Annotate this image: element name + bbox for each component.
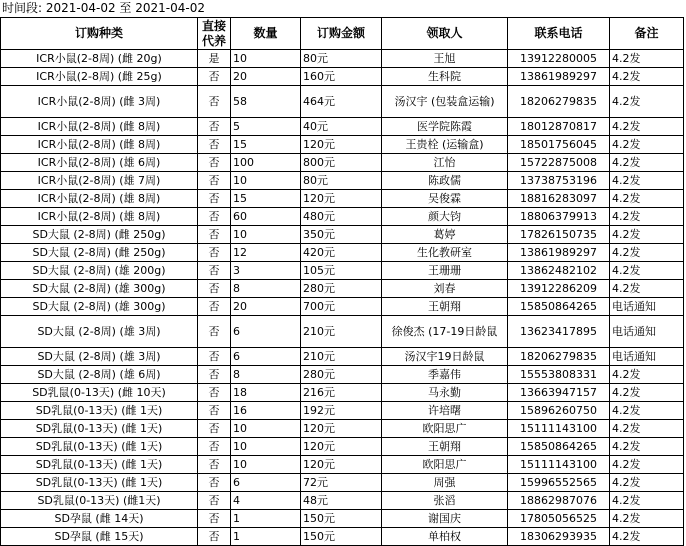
cell-qty: 20 (231, 68, 301, 86)
cell-amount: 350元 (301, 226, 382, 244)
table-row (1, 262, 684, 280)
cell-note: 4.2发 (610, 226, 684, 244)
table-row (1, 86, 684, 118)
cell-type: ICR小鼠(2-8周) (雌 25g) (1, 68, 198, 86)
cell-amount: 40元 (301, 118, 382, 136)
cell-direct: 否 (198, 528, 231, 546)
cell-direct: 否 (198, 298, 231, 316)
cell-direct: 否 (198, 172, 231, 190)
cell-amount: 192元 (301, 402, 382, 420)
cell-qty: 8 (231, 366, 301, 384)
cell-note: 4.2发 (610, 262, 684, 280)
cell-amount: 464元 (301, 86, 382, 118)
cell-receiver: 王朝翔 (382, 298, 508, 316)
cell-qty: 10 (231, 226, 301, 244)
cell-receiver: 季嘉伟 (382, 366, 508, 384)
cell-phone: 17826150735 (508, 226, 610, 244)
table-row (1, 136, 684, 154)
cell-note: 4.2发 (610, 438, 684, 456)
cell-receiver: 葛婷 (382, 226, 508, 244)
cell-note: 4.2发 (610, 474, 684, 492)
cell-type: SD乳鼠(0-13天) (雌 1天) (1, 438, 198, 456)
table-row (1, 280, 684, 298)
table-row (1, 528, 684, 546)
cell-phone: 15996552565 (508, 474, 610, 492)
col-header-qty: 数量 (231, 18, 301, 50)
cell-phone: 13623417895 (508, 316, 610, 348)
table-row (1, 420, 684, 438)
cell-receiver: 徐俊杰 (17-19日龄鼠 (382, 316, 508, 348)
cell-amount: 160元 (301, 68, 382, 86)
cell-direct: 否 (198, 456, 231, 474)
cell-note: 4.2发 (610, 154, 684, 172)
cell-receiver: 生科院 (382, 68, 508, 86)
cell-note: 电话通知 (610, 298, 684, 316)
cell-type: SD乳鼠(0-13天) (雌 1天) (1, 420, 198, 438)
cell-direct: 否 (198, 68, 231, 86)
cell-type: SD乳鼠(0-13天) (雌 1天) (1, 456, 198, 474)
cell-phone: 13912286209 (508, 280, 610, 298)
cell-type: SD大鼠 (2-8周) (雄 6周) (1, 366, 198, 384)
cell-direct: 否 (198, 510, 231, 528)
col-header-amount: 订购金额 (301, 18, 382, 50)
cell-direct: 否 (198, 118, 231, 136)
cell-phone: 13663947157 (508, 384, 610, 402)
table-row (1, 438, 684, 456)
cell-phone: 18206279835 (508, 348, 610, 366)
cell-receiver: 欧阳思广 (382, 456, 508, 474)
cell-amount: 280元 (301, 280, 382, 298)
cell-receiver: 王贵栓 (运输盒) (382, 136, 508, 154)
cell-receiver: 王旭 (382, 50, 508, 68)
cell-phone: 18206279835 (508, 86, 610, 118)
cell-type: ICR小鼠(2-8周) (雌 8周) (1, 118, 198, 136)
cell-direct: 否 (198, 348, 231, 366)
cell-qty: 4 (231, 492, 301, 510)
cell-qty: 6 (231, 474, 301, 492)
cell-amount: 120元 (301, 438, 382, 456)
cell-direct: 否 (198, 208, 231, 226)
cell-phone: 15896260750 (508, 402, 610, 420)
cell-type: SD乳鼠(0-13天) (雌 10天) (1, 384, 198, 402)
cell-receiver: 颜大钧 (382, 208, 508, 226)
cell-phone: 15111143100 (508, 420, 610, 438)
cell-receiver: 王朝翔 (382, 438, 508, 456)
cell-receiver: 医学院陈霞 (382, 118, 508, 136)
table-row (1, 510, 684, 528)
cell-qty: 1 (231, 528, 301, 546)
cell-type: ICR小鼠(2-8周) (雄 7周) (1, 172, 198, 190)
col-header-phone: 联系电话 (508, 18, 610, 50)
cell-type: ICR小鼠(2-8周) (雄 6周) (1, 154, 198, 172)
cell-type: SD大鼠 (2-8周) (雄 3周) (1, 348, 198, 366)
cell-type: SD乳鼠(0-13天) (雌1天) (1, 492, 198, 510)
cell-direct: 否 (198, 384, 231, 402)
table-row (1, 348, 684, 366)
cell-note: 4.2发 (610, 420, 684, 438)
cell-qty: 10 (231, 420, 301, 438)
order-table (0, 17, 684, 546)
cell-amount: 150元 (301, 510, 382, 528)
cell-phone: 13862482102 (508, 262, 610, 280)
cell-amount: 280元 (301, 366, 382, 384)
cell-phone: 13861989297 (508, 68, 610, 86)
cell-note: 4.2发 (610, 402, 684, 420)
cell-direct: 否 (198, 244, 231, 262)
cell-direct: 否 (198, 86, 231, 118)
cell-direct: 否 (198, 136, 231, 154)
cell-amount: 72元 (301, 474, 382, 492)
cell-direct: 否 (198, 492, 231, 510)
cell-direct: 否 (198, 280, 231, 298)
cell-receiver: 周强 (382, 474, 508, 492)
cell-direct: 否 (198, 366, 231, 384)
cell-qty: 5 (231, 118, 301, 136)
cell-type: ICR小鼠(2-8周) (雌 3周) (1, 86, 198, 118)
cell-qty: 6 (231, 316, 301, 348)
cell-type: SD大鼠 (2-8周) (雌 250g) (1, 226, 198, 244)
cell-phone: 18806379913 (508, 208, 610, 226)
col-header-note: 备注 (610, 18, 684, 50)
cell-type: SD乳鼠(0-13天) (雌 1天) (1, 402, 198, 420)
col-header-direct: 直接代养 (198, 18, 231, 50)
cell-amount: 120元 (301, 136, 382, 154)
cell-qty: 20 (231, 298, 301, 316)
cell-amount: 216元 (301, 384, 382, 402)
cell-receiver: 单柏权 (382, 528, 508, 546)
cell-phone: 18012870817 (508, 118, 610, 136)
cell-note: 4.2发 (610, 208, 684, 226)
table-row (1, 208, 684, 226)
cell-qty: 18 (231, 384, 301, 402)
table-row (1, 316, 684, 348)
cell-type: SD大鼠 (2-8周) (雌 250g) (1, 244, 198, 262)
cell-qty: 6 (231, 348, 301, 366)
cell-qty: 15 (231, 190, 301, 208)
cell-direct: 否 (198, 420, 231, 438)
cell-type: ICR小鼠(2-8周) (雄 8周) (1, 190, 198, 208)
cell-note: 4.2发 (610, 172, 684, 190)
cell-qty: 3 (231, 262, 301, 280)
cell-note: 4.2发 (610, 190, 684, 208)
cell-type: ICR小鼠(2-8周) (雄 8周) (1, 208, 198, 226)
table-row (1, 366, 684, 384)
cell-amount: 420元 (301, 244, 382, 262)
cell-phone: 13861989297 (508, 244, 610, 262)
cell-type: SD大鼠 (2-8周) (雄 3周) (1, 316, 198, 348)
cell-qty: 12 (231, 244, 301, 262)
cell-amount: 120元 (301, 420, 382, 438)
cell-direct: 否 (198, 402, 231, 420)
cell-type: ICR小鼠(2-8周) (雌 8周) (1, 136, 198, 154)
cell-direct: 否 (198, 262, 231, 280)
cell-receiver: 张滔 (382, 492, 508, 510)
table-row (1, 492, 684, 510)
cell-note: 4.2发 (610, 492, 684, 510)
cell-direct: 否 (198, 226, 231, 244)
cell-receiver: 陈政儒 (382, 172, 508, 190)
cell-amount: 800元 (301, 154, 382, 172)
cell-note: 4.2发 (610, 68, 684, 86)
table-row (1, 384, 684, 402)
cell-qty: 10 (231, 438, 301, 456)
cell-phone: 17805056525 (508, 510, 610, 528)
cell-receiver: 汤汉宇19日龄鼠 (382, 348, 508, 366)
cell-qty: 10 (231, 456, 301, 474)
cell-note: 4.2发 (610, 384, 684, 402)
cell-phone: 18501756045 (508, 136, 610, 154)
cell-note: 4.2发 (610, 280, 684, 298)
cell-type: SD大鼠 (2-8周) (雄 200g) (1, 262, 198, 280)
cell-qty: 15 (231, 136, 301, 154)
cell-direct: 是 (198, 50, 231, 68)
table-row (1, 154, 684, 172)
cell-qty: 8 (231, 280, 301, 298)
table-row (1, 402, 684, 420)
cell-type: SD大鼠 (2-8周) (雄 300g) (1, 298, 198, 316)
cell-qty: 1 (231, 510, 301, 528)
cell-phone: 13912280005 (508, 50, 610, 68)
cell-qty: 100 (231, 154, 301, 172)
cell-phone: 15850864265 (508, 438, 610, 456)
cell-amount: 480元 (301, 208, 382, 226)
cell-receiver: 刘春 (382, 280, 508, 298)
cell-amount: 700元 (301, 298, 382, 316)
table-row (1, 244, 684, 262)
col-header-type: 订购种类 (1, 18, 198, 50)
cell-type: ICR小鼠(2-8周) (雌 20g) (1, 50, 198, 68)
table-row (1, 226, 684, 244)
table-row (1, 474, 684, 492)
cell-amount: 80元 (301, 172, 382, 190)
cell-note: 4.2发 (610, 510, 684, 528)
cell-direct: 否 (198, 316, 231, 348)
cell-receiver: 江怡 (382, 154, 508, 172)
cell-amount: 80元 (301, 50, 382, 68)
cell-qty: 58 (231, 86, 301, 118)
cell-receiver: 许培曙 (382, 402, 508, 420)
cell-note: 4.2发 (610, 528, 684, 546)
cell-qty: 60 (231, 208, 301, 226)
cell-note: 4.2发 (610, 456, 684, 474)
cell-receiver: 王珊珊 (382, 262, 508, 280)
cell-amount: 210元 (301, 348, 382, 366)
cell-note: 4.2发 (610, 136, 684, 154)
cell-phone: 15111143100 (508, 456, 610, 474)
table-row (1, 298, 684, 316)
cell-amount: 150元 (301, 528, 382, 546)
cell-amount: 105元 (301, 262, 382, 280)
cell-type: SD孕鼠 (雌 15天) (1, 528, 198, 546)
cell-phone: 18816283097 (508, 190, 610, 208)
table-row (1, 172, 684, 190)
cell-amount: 120元 (301, 190, 382, 208)
cell-qty: 10 (231, 50, 301, 68)
cell-receiver: 生化教研室 (382, 244, 508, 262)
cell-type: SD乳鼠(0-13天) (雌 1天) (1, 474, 198, 492)
cell-note: 4.2发 (610, 118, 684, 136)
cell-type: SD孕鼠 (雌 14天) (1, 510, 198, 528)
table-row (1, 50, 684, 68)
cell-amount: 48元 (301, 492, 382, 510)
cell-note: 电话通知 (610, 316, 684, 348)
cell-direct: 否 (198, 154, 231, 172)
table-row (1, 456, 684, 474)
cell-direct: 否 (198, 190, 231, 208)
cell-note: 4.2发 (610, 366, 684, 384)
cell-qty: 16 (231, 402, 301, 420)
cell-direct: 否 (198, 438, 231, 456)
cell-note: 4.2发 (610, 244, 684, 262)
table-row (1, 190, 684, 208)
table-row (1, 118, 684, 136)
cell-note: 电话通知 (610, 348, 684, 366)
cell-receiver: 吴俊霖 (382, 190, 508, 208)
cell-receiver: 欧阳思广 (382, 420, 508, 438)
cell-receiver: 汤汉宇 (包装盒运输) (382, 86, 508, 118)
cell-receiver: 谢国庆 (382, 510, 508, 528)
cell-phone: 18306293935 (508, 528, 610, 546)
cell-direct: 否 (198, 474, 231, 492)
cell-phone: 15553808331 (508, 366, 610, 384)
cell-phone: 18862987076 (508, 492, 610, 510)
cell-phone: 15722875008 (508, 154, 610, 172)
cell-receiver: 马永勤 (382, 384, 508, 402)
cell-type: SD大鼠 (2-8周) (雄 300g) (1, 280, 198, 298)
cell-note: 4.2发 (610, 86, 684, 118)
date-range-header: 时间段: 2021-04-02 至 2021-04-02 (2, 1, 205, 15)
cell-amount: 120元 (301, 456, 382, 474)
cell-note: 4.2发 (610, 50, 684, 68)
cell-amount: 210元 (301, 316, 382, 348)
cell-phone: 15850864265 (508, 298, 610, 316)
cell-phone: 13738753196 (508, 172, 610, 190)
col-header-receiver: 领取人 (382, 18, 508, 50)
table-header-row (1, 18, 684, 50)
table-row (1, 68, 684, 86)
cell-qty: 10 (231, 172, 301, 190)
